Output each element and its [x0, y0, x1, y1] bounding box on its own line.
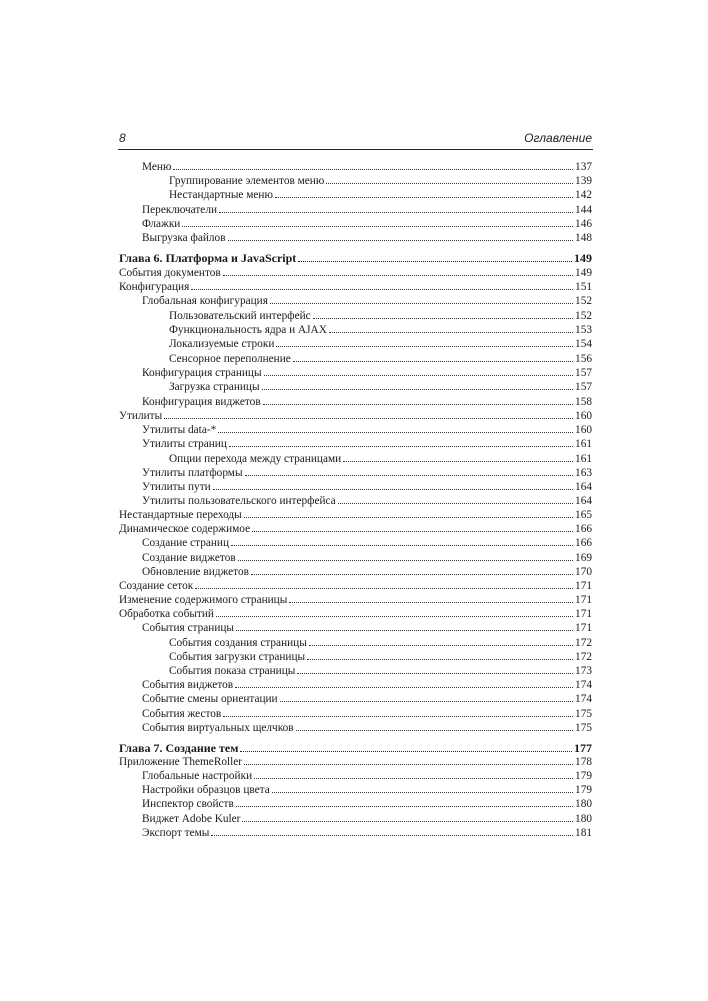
toc-entry-page: 148: [575, 232, 592, 244]
toc-entry: [142, 494, 592, 508]
toc-entry-page: 171: [575, 608, 592, 620]
dot-leader: [229, 446, 573, 447]
dot-leader: [293, 361, 573, 362]
dot-leader: [195, 588, 573, 589]
dot-leader: [244, 517, 573, 518]
dot-leader: [298, 261, 572, 262]
toc-entry-page: 180: [575, 813, 592, 825]
toc-entry-page: 156: [575, 353, 592, 365]
toc-entry: [142, 231, 592, 245]
dot-leader: [218, 432, 573, 433]
toc-entry-page: 179: [575, 770, 592, 782]
toc-entry: [119, 280, 592, 294]
dot-leader: [329, 332, 573, 333]
toc-entry: [169, 352, 592, 366]
toc-entry: [119, 593, 592, 607]
toc-entry-title: Экспорт темы: [142, 827, 210, 839]
toc-entry-title: Обработка событий: [119, 608, 214, 620]
toc-entry-page: 161: [575, 453, 592, 465]
toc-entry: [142, 395, 592, 409]
toc-entry-title: Создание страниц: [142, 537, 230, 549]
dot-leader: [251, 574, 573, 575]
toc-entry-page: 153: [575, 324, 592, 336]
page-number: 8: [119, 131, 126, 145]
dot-leader: [223, 716, 573, 717]
toc-entry-page: 171: [575, 622, 592, 634]
dot-leader: [244, 764, 573, 765]
dot-leader: [275, 197, 573, 198]
toc-entry-title: Инспектор свойств: [142, 798, 234, 810]
toc-entry-title: Нестандартные переходы: [119, 509, 242, 521]
toc-entry: [169, 650, 592, 664]
toc-entry-title: Утилиты пользовательского интерфейса: [142, 495, 336, 507]
toc-entry-page: 160: [575, 424, 592, 436]
dot-leader: [173, 169, 573, 170]
toc-entry-title: Глава 6. Платформа и JavaScript: [119, 251, 297, 265]
toc-entry: [169, 323, 592, 337]
toc-entry-page: 174: [575, 693, 592, 705]
dot-leader: [289, 602, 573, 603]
dot-leader: [272, 792, 573, 793]
toc-entry-title: Конфигурация: [119, 281, 190, 293]
toc-entry-title: Локализуемые строки: [169, 338, 275, 350]
toc-entry-title: Создание виджетов: [142, 552, 236, 564]
toc-entry-page: 160: [575, 410, 592, 422]
toc-entry: [169, 664, 592, 678]
toc-entry-page: 165: [575, 509, 592, 521]
toc-entry-page: 178: [575, 756, 592, 768]
toc-entry: [142, 423, 592, 437]
toc-entry: [142, 294, 592, 308]
toc-entry: [142, 826, 592, 840]
toc-entry-title: Изменение содержимого страницы: [119, 594, 288, 606]
toc-entry-title: Создание сеток: [119, 580, 194, 592]
toc-entry: [142, 769, 592, 783]
toc-entry-page: 175: [575, 708, 592, 720]
toc-entry-title: Обновление виджетов: [142, 566, 249, 578]
toc-entry: [119, 579, 592, 593]
toc-entry-page: 171: [575, 594, 592, 606]
dot-leader: [182, 226, 573, 227]
toc-entry-title: Утилиты платформы: [142, 467, 243, 479]
toc-entry: [142, 203, 592, 217]
dot-leader: [164, 418, 573, 419]
toc-entry-title: Конфигурация страницы: [142, 367, 262, 379]
toc-entry-page: 173: [575, 665, 592, 677]
toc-entry-title: Опции перехода между страницами: [169, 453, 342, 465]
dot-leader: [223, 275, 573, 276]
toc-entry-title: Глобальные настройки: [142, 770, 253, 782]
toc-entry-page: 142: [575, 189, 592, 201]
toc-entry: [169, 452, 592, 466]
dot-leader: [245, 475, 574, 476]
toc-entry: [142, 692, 592, 706]
toc-entry: [119, 508, 592, 522]
toc-entry-title: Меню: [142, 161, 172, 173]
toc-entry-title: Приложение ThemeRoller: [119, 756, 243, 768]
toc-entry-page: 164: [575, 481, 592, 493]
toc-entry-page: 170: [575, 566, 592, 578]
toc-entry-page: 166: [575, 537, 592, 549]
toc-entry-page: 169: [575, 552, 592, 564]
toc-entry: [142, 721, 592, 735]
toc-entry-page: 157: [575, 381, 592, 393]
dot-leader: [219, 212, 573, 213]
toc-entry-page: 164: [575, 495, 592, 507]
dot-leader: [213, 489, 573, 490]
toc-entry: [119, 266, 592, 280]
toc-entry-title: Группирование элементов меню: [169, 175, 325, 187]
toc-entry-page: 152: [575, 310, 592, 322]
toc-entry-page: 163: [575, 467, 592, 479]
toc-entry-page: 149: [574, 251, 592, 265]
toc-entry-title: Конфигурация виджетов: [142, 396, 261, 408]
dot-leader: [280, 701, 573, 702]
toc-entry-page: 177: [574, 741, 592, 755]
toc-entry: [142, 466, 592, 480]
toc-entry-title: Виджет Adobe Kuler: [142, 813, 241, 825]
toc-entry: [142, 797, 592, 811]
toc-entry-title: События показа страницы: [169, 665, 296, 677]
toc-entry-title: Переключатели: [142, 204, 218, 216]
toc-entry-page: 174: [575, 679, 592, 691]
toc-chapter: [119, 251, 592, 265]
toc-entry: [142, 536, 592, 550]
toc-entry: [142, 437, 592, 451]
toc-entry: [142, 480, 592, 494]
toc-entry-title: События документов: [119, 267, 221, 279]
toc-entry-page: 179: [575, 784, 592, 796]
toc-entry-page: 180: [575, 798, 592, 810]
dot-leader: [236, 806, 573, 807]
dot-leader: [309, 645, 573, 646]
toc-entry-page: 146: [575, 218, 592, 230]
toc-entry: [142, 160, 592, 174]
toc-entry: [142, 217, 592, 231]
toc-entry-page: 158: [575, 396, 592, 408]
toc-entry-page: 175: [575, 722, 592, 734]
toc-entry-page: 144: [575, 204, 592, 216]
toc-entry-title: Сенсорное переполнение: [169, 353, 291, 365]
toc-entry-title: События создания страницы: [169, 637, 307, 649]
toc-entry: [169, 380, 592, 394]
dot-leader: [270, 303, 573, 304]
toc-entry-page: 172: [575, 651, 592, 663]
dot-leader: [216, 616, 573, 617]
dot-leader: [252, 531, 573, 532]
running-title: Оглавление: [524, 131, 592, 145]
toc-entry-page: 166: [575, 523, 592, 535]
toc-entry-title: Глава 7. Создание тем: [119, 741, 239, 755]
toc-entry-title: Нестандартные меню: [169, 189, 273, 201]
toc-chapter: [119, 741, 592, 755]
dot-leader: [254, 778, 573, 779]
dot-leader: [240, 751, 572, 752]
toc-entry-page: 154: [575, 338, 592, 350]
toc-entry-title: События виджетов: [142, 679, 234, 691]
toc-entry: [119, 409, 592, 423]
toc-entry-page: 181: [575, 827, 592, 839]
dot-leader: [276, 346, 573, 347]
dot-leader: [326, 183, 573, 184]
toc-entry-page: 137: [575, 161, 592, 173]
toc-entry: [169, 309, 592, 323]
toc-entry-title: Функциональность ядра и AJAX: [169, 324, 327, 336]
dot-leader: [191, 289, 573, 290]
toc-entry: [119, 755, 592, 769]
dot-leader: [262, 389, 573, 390]
dot-leader: [296, 730, 573, 731]
toc-entry-page: 157: [575, 367, 592, 379]
toc-entry-title: Пользовательский интерфейс: [169, 310, 311, 322]
toc-entry-title: Настройки образцов цвета: [142, 784, 270, 796]
toc-entry: [142, 812, 592, 826]
toc-entry-page: 172: [575, 637, 592, 649]
dot-leader: [263, 404, 573, 405]
toc-entry-title: Событие смены ориентации: [142, 693, 278, 705]
dot-leader: [264, 375, 573, 376]
toc-entry: [142, 678, 592, 692]
toc-entry: [142, 707, 592, 721]
toc-entry: [119, 522, 592, 536]
dot-leader: [236, 630, 573, 631]
dot-leader: [211, 835, 573, 836]
toc-entry-title: События жестов: [142, 708, 222, 720]
toc-entry-page: 151: [575, 281, 592, 293]
toc-entry-title: Утилиты страниц: [142, 438, 227, 450]
toc-entry: [142, 621, 592, 635]
toc-entry: [169, 174, 592, 188]
dot-leader: [235, 687, 573, 688]
toc-entry-page: 152: [575, 295, 592, 307]
dot-leader: [231, 545, 573, 546]
toc-entry-title: Утилиты: [119, 410, 163, 422]
toc-entry-title: Загрузка страницы: [169, 381, 260, 393]
toc-entry-title: Динамическое содержимое: [119, 523, 251, 535]
dot-leader: [313, 318, 573, 319]
toc-entry-title: События страницы: [142, 622, 235, 634]
toc-entry: [142, 783, 592, 797]
dot-leader: [228, 240, 574, 241]
toc-entry: [169, 188, 592, 202]
toc-entry: [119, 607, 592, 621]
toc-entry: [142, 366, 592, 380]
toc-entry-title: Выгрузка файлов: [142, 232, 226, 244]
toc-entry-page: 139: [575, 175, 592, 187]
toc-entry: [169, 636, 592, 650]
toc-entry: [169, 337, 592, 351]
dot-leader: [307, 659, 573, 660]
dot-leader: [338, 503, 573, 504]
toc-entry-page: 171: [575, 580, 592, 592]
toc-entry-page: 161: [575, 438, 592, 450]
toc-entry-title: Утилиты data-*: [142, 424, 217, 436]
toc-entry-title: Глобальная конфигурация: [142, 295, 268, 307]
toc-entry-title: Флажки: [142, 218, 181, 230]
toc-entry-page: 149: [575, 267, 592, 279]
dot-leader: [242, 821, 573, 822]
toc-entry-title: События виртуальных щелчков: [142, 722, 294, 734]
toc-entry-title: События загрузки страницы: [169, 651, 306, 663]
toc-entry: [142, 565, 592, 579]
dot-leader: [297, 673, 573, 674]
toc-entry: [142, 551, 592, 565]
toc-entry-title: Утилиты пути: [142, 481, 211, 493]
dot-leader: [238, 560, 573, 561]
dot-leader: [343, 461, 573, 462]
